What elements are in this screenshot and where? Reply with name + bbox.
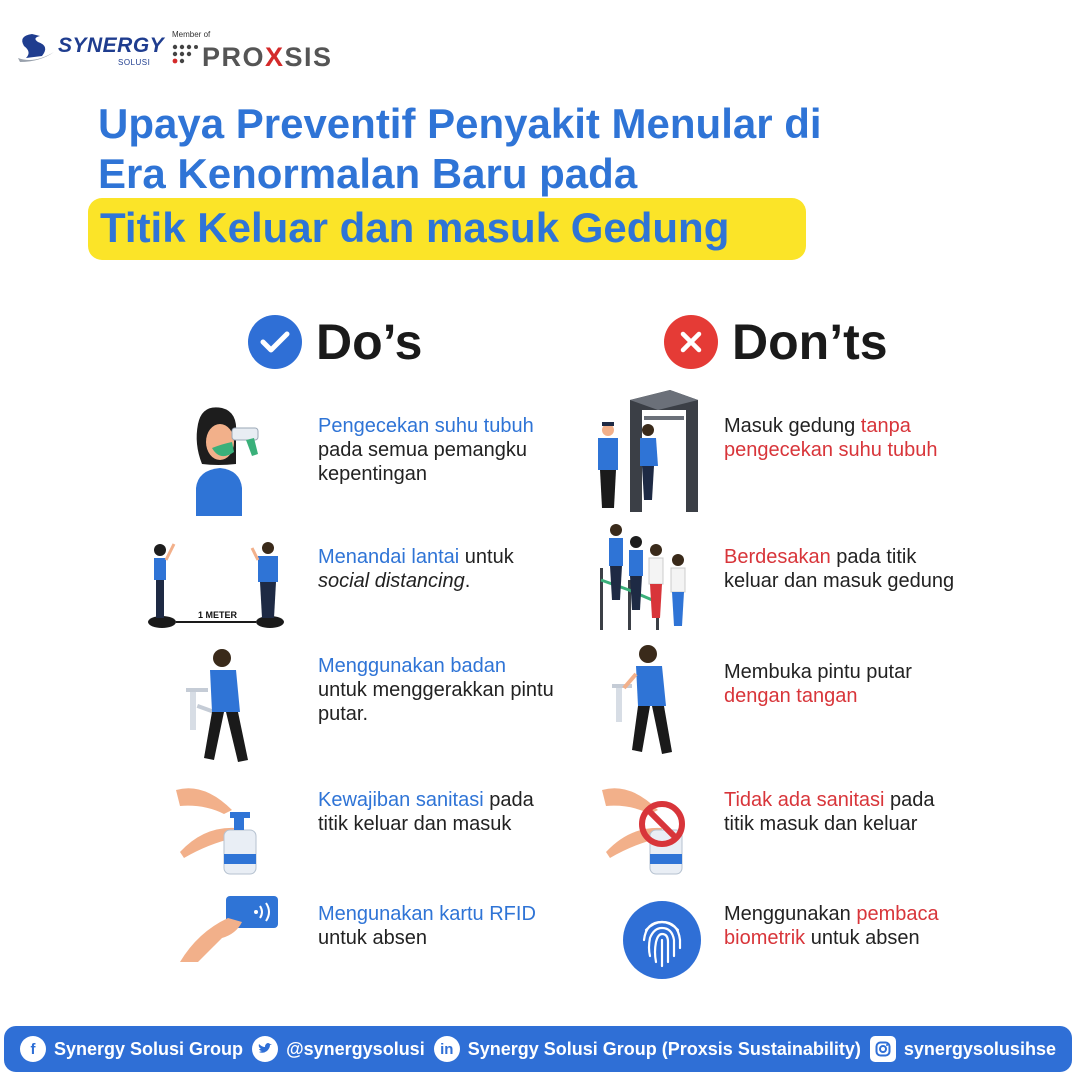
- dos-item-5-highlight: Mengunakan kartu RFID: [318, 903, 536, 925]
- facebook-label: Synergy Solusi Group: [54, 1038, 244, 1059]
- proxsis-post: SIS: [284, 42, 333, 72]
- proxsis-logo: [170, 30, 340, 74]
- dos-item-5-text: [318, 902, 558, 950]
- dos-item-4-highlight: Kewajiban sanitasi: [318, 789, 484, 811]
- donts-item-1-text: [724, 414, 964, 462]
- donts-item-2-highlight: Berdesakan: [724, 546, 831, 568]
- synergy-swoosh-icon: [14, 28, 58, 68]
- title-line-1: Upaya Preventif Penyakit Menular di: [98, 100, 822, 147]
- instagram-link[interactable]: [870, 1036, 1056, 1062]
- donts-item-5-text: [724, 902, 964, 950]
- linkedin-icon: in: [434, 1036, 460, 1062]
- instagram-icon: [870, 1036, 896, 1062]
- facebook-link[interactable]: [20, 1036, 243, 1062]
- proxsis-x: X: [265, 42, 285, 72]
- social-footer: [4, 1026, 1072, 1072]
- facebook-icon: f: [20, 1036, 46, 1062]
- donts-item-3-text: [724, 660, 964, 708]
- donts-item-5-pre: Menggunakan: [724, 903, 857, 925]
- temperature-check-illustration: [188, 404, 268, 516]
- donts-item-3-highlight: dengan tangan: [724, 685, 858, 707]
- linkedin-link[interactable]: [434, 1036, 861, 1062]
- fingerprint-icon: [622, 900, 702, 980]
- title-line-2: Era Kenormalan Baru pada: [98, 150, 638, 197]
- dos-item-1-highlight: Pengecekan suhu tubuh: [318, 415, 534, 437]
- cross-icon: [664, 315, 718, 369]
- dos-item-3-text: [318, 654, 558, 726]
- security-gate-illustration: [594, 388, 700, 514]
- proxsis-wordmark: [202, 42, 333, 73]
- synergy-subtext: SOLUSI: [118, 58, 151, 67]
- dos-item-1-rest: pada semua pemangku kepentingan: [318, 439, 528, 485]
- dos-item-4-text: [318, 788, 558, 836]
- crowded-queue-illustration: [596, 520, 696, 632]
- twitter-label: @synergysolusi: [286, 1038, 425, 1059]
- synergy-wordmark: SYNERGY: [58, 34, 165, 57]
- check-icon: [248, 315, 302, 369]
- dos-item-2-rest-post: .: [464, 570, 471, 592]
- meter-label: 1 METER: [198, 610, 238, 620]
- turnstile-hand-illustration: [610, 644, 680, 756]
- dos-item-2-emphasis: social distancing: [318, 570, 465, 592]
- donts-item-1-pre: Masuk gedung: [724, 415, 861, 437]
- dos-item-3-rest: untuk menggerakkan pintu putar.: [318, 679, 554, 725]
- twitter-icon: [252, 1036, 278, 1062]
- instagram-label: synergysolusihse: [903, 1038, 1056, 1059]
- dos-item-1-text: [318, 414, 558, 486]
- donts-item-3-pre: Membuka pintu putar: [724, 661, 912, 683]
- dos-heading-label: Do’s: [316, 314, 423, 370]
- donts-item-1-highlight: tanpa pengecekan suhu tubuh: [724, 415, 938, 461]
- dos-item-2-highlight: Menandai lantai: [318, 546, 460, 568]
- dos-item-2-rest-pre: untuk: [459, 546, 514, 568]
- donts-item-4-highlight: Tidak ada sanitasi: [724, 789, 885, 811]
- no-sanitizer-illustration: [600, 780, 692, 878]
- donts-item-2-rest: pada titik keluar dan masuk gedung: [724, 546, 955, 592]
- dos-item-3-highlight: Menggunakan badan: [318, 655, 506, 677]
- donts-heading: [664, 312, 888, 372]
- proxsis-dots-icon: [172, 44, 198, 68]
- title-line-3: Titik Keluar dan masuk Gedung: [100, 204, 730, 251]
- donts-item-4-text: [724, 788, 964, 836]
- hand-sanitizer-illustration: [174, 780, 266, 878]
- donts-item-2-text: [724, 545, 964, 593]
- member-of-label: Member of: [172, 30, 211, 39]
- rfid-card-illustration: [178, 892, 282, 964]
- donts-item-5-highlight: pembaca biometrik: [724, 903, 939, 949]
- dos-item-2-text: [318, 545, 558, 593]
- twitter-link[interactable]: [252, 1036, 425, 1062]
- turnstile-body-illustration: [184, 648, 256, 766]
- donts-item-4-rest: pada titik masuk dan keluar: [724, 789, 935, 835]
- donts-item-5-rest: untuk absen: [805, 927, 920, 949]
- dos-heading: [248, 312, 423, 372]
- proxsis-pre: PRO: [202, 42, 266, 72]
- dos-item-4-rest: pada titik keluar dan masuk: [318, 789, 534, 835]
- synergy-logo: [14, 28, 165, 72]
- dos-item-5-rest: untuk absen: [318, 927, 427, 949]
- linkedin-label: Synergy Solusi Group (Proxsis Sustainability): [467, 1038, 861, 1059]
- donts-heading-label: Don’ts: [732, 314, 888, 370]
